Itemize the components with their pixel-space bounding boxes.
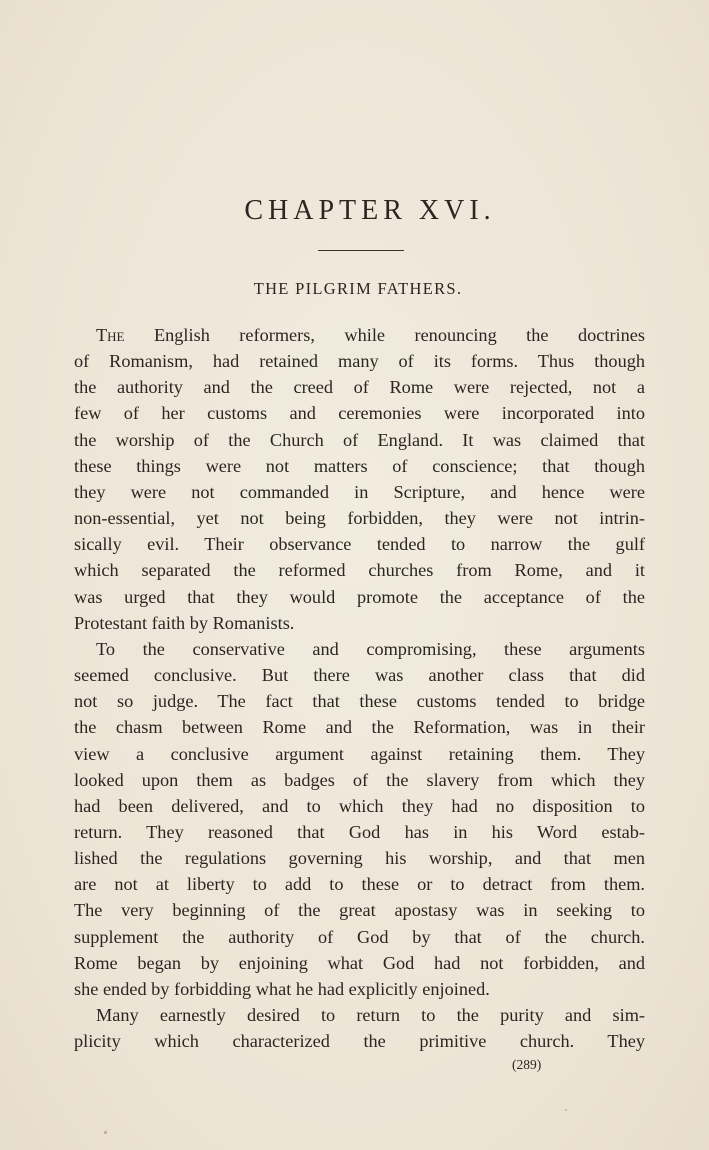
text-line: non-essential, yet not being forbidden, they were not intrin- xyxy=(74,508,645,529)
paper-speck xyxy=(565,1109,567,1111)
page-number: (289) xyxy=(512,1057,542,1072)
text-line: had been delivered, and to which they had no disposition to xyxy=(74,795,645,816)
text-line xyxy=(74,322,645,348)
text-line: plicity which characterized the primitive church. They xyxy=(74,1031,645,1052)
text-line: these things were not matters of conscience; that though xyxy=(74,455,645,476)
text-line: are not at liberty to add to these or to detract from them. xyxy=(74,874,645,895)
text-line: The very beginning of the great apostasy was in seeking to xyxy=(74,900,645,921)
text-line: not so judge. The fact that these customs tended to bridge xyxy=(74,691,645,712)
chapter-title: CHAPTER XVI. xyxy=(244,195,496,226)
text-line: the chasm between Rome and the Reformation, was in their xyxy=(74,717,645,738)
text-line: Protestant faith by Romanists. xyxy=(74,612,295,633)
text-line: she ended by forbidding what he had explicitly enjoined. xyxy=(74,978,490,999)
text-line: Rome began by enjoining what God had not forbidden, and xyxy=(74,952,645,973)
text-line: return. They reasoned that God has in his Word estab- xyxy=(74,821,645,842)
text-line: Many earnestly desired to return to the purity and sim- xyxy=(96,1005,645,1026)
text-line: supplement the authority of God by that of the church. xyxy=(74,926,645,947)
text-line: was urged that they would promote the acceptance of the xyxy=(74,586,645,607)
text-line: lished the regulations governing his worship, and that men xyxy=(74,848,645,869)
title-rule xyxy=(318,250,404,251)
text-line: view a conclusive argument against retaining them. They xyxy=(74,743,645,764)
text-line: the authority and the creed of Rome were rejected, not a xyxy=(74,377,645,398)
text-line: which separated the reformed churches from Rome, and it xyxy=(74,560,645,581)
paper-speck xyxy=(104,1131,107,1134)
text-line: few of her customs and ceremonies were incorporated into xyxy=(74,403,645,424)
text-line: looked upon them as badges of the slavery from which they xyxy=(74,769,645,790)
text-line: the worship of the Church of England. It was claimed that xyxy=(74,429,645,450)
text-line: seemed conclusive. But there was another class that did xyxy=(74,665,645,686)
chapter-subtitle: THE PILGRIM FATHERS. xyxy=(253,279,463,298)
text-line: sically evil. Their observance tended to narrow the gulf xyxy=(74,534,645,555)
text-line: To the conservative and compromising, these arguments xyxy=(96,638,645,659)
text-line: they were not commanded in Scripture, and hence were xyxy=(74,481,645,502)
text-line-content: The English reformers, while renouncing the doctrines xyxy=(96,325,645,345)
text-line: of Romanism, had retained many of its forms. Thus though xyxy=(74,351,645,372)
body-text xyxy=(74,322,645,1054)
